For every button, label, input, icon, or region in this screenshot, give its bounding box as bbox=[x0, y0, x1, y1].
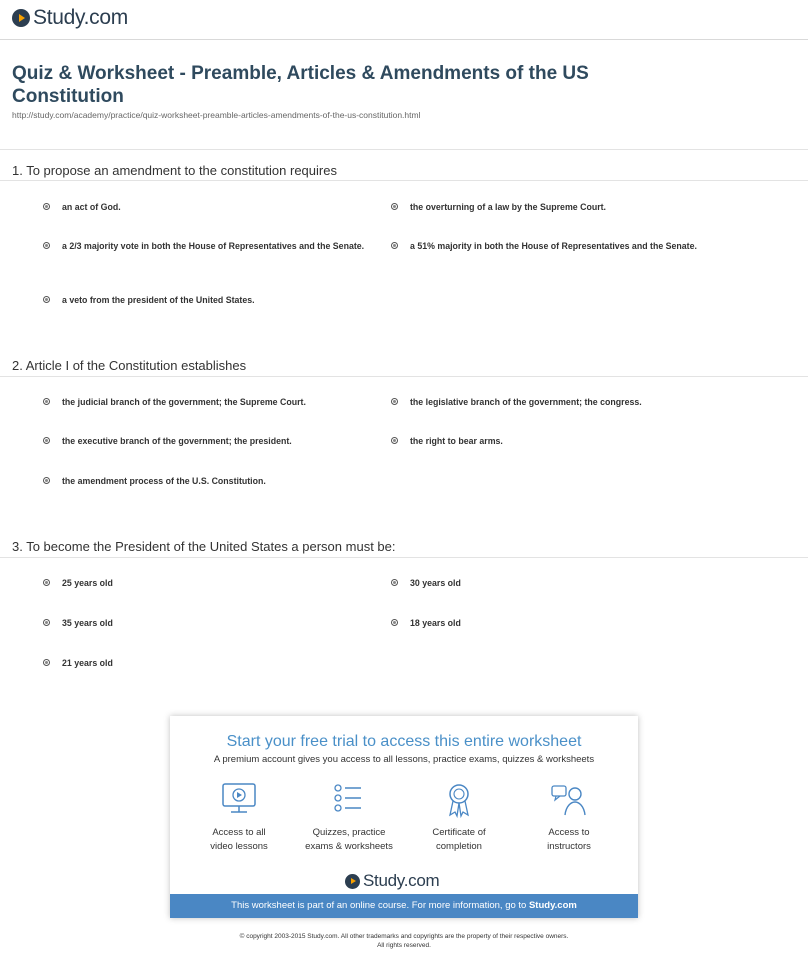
site-header bbox=[0, 0, 808, 40]
divider bbox=[0, 149, 808, 150]
question-2-option-c[interactable]: the executive branch of the government; the president. bbox=[43, 435, 373, 448]
radio-icon[interactable] bbox=[43, 477, 50, 484]
certificate-icon bbox=[439, 782, 479, 818]
radio-icon[interactable] bbox=[43, 296, 50, 303]
copyright-footer: © copyright 2003-2015 Study.com. All other trademarks and copyrights are the property of their respective owners. All rights reserved. bbox=[239, 933, 569, 949]
feature-instructors bbox=[514, 782, 624, 854]
radio-icon[interactable] bbox=[391, 437, 398, 444]
logo-text: Study.com bbox=[33, 6, 128, 29]
question-3-option-c[interactable]: 35 years old bbox=[43, 617, 373, 630]
play-logo-icon bbox=[12, 9, 30, 27]
question-2-option-e[interactable]: the amendment process of the U.S. Constitution. bbox=[43, 475, 373, 488]
question-2-option-a[interactable]: the judicial branch of the government; the Supreme Court. bbox=[43, 396, 373, 409]
promo-info-bar: This worksheet is part of an online course. For more information, go to Study.com bbox=[170, 894, 638, 918]
study-logo[interactable] bbox=[12, 6, 128, 30]
question-2-option-d[interactable]: the right to bear arms. bbox=[391, 435, 721, 448]
radio-icon[interactable] bbox=[391, 619, 398, 626]
feature-label: Quizzes, practice exams & worksheets bbox=[305, 827, 393, 852]
radio-icon[interactable] bbox=[43, 437, 50, 444]
play-logo-icon bbox=[345, 874, 360, 889]
radio-icon[interactable] bbox=[391, 579, 398, 586]
question-1-option-a[interactable]: an act of God. bbox=[43, 201, 373, 214]
quiz-list-icon bbox=[329, 782, 369, 818]
promo-subtitle: A premium account gives you access to all lessons, practice exams, quizzes & worksheets bbox=[213, 754, 595, 765]
radio-icon[interactable] bbox=[391, 242, 398, 249]
question-1-option-e[interactable]: a veto from the president of the United States. bbox=[43, 294, 373, 307]
divider bbox=[0, 557, 808, 558]
radio-icon[interactable] bbox=[391, 203, 398, 210]
question-3-option-a[interactable]: 25 years old bbox=[43, 577, 373, 590]
radio-icon[interactable] bbox=[43, 659, 50, 666]
question-1-text: 1. To propose an amendment to the constitution requires bbox=[12, 163, 337, 178]
question-1-option-b[interactable]: the overturning of a law by the Supreme Court. bbox=[391, 201, 721, 214]
radio-icon[interactable] bbox=[43, 242, 50, 249]
feature-certificate bbox=[404, 782, 514, 854]
question-3-text: 3. To become the President of the United States a person must be: bbox=[12, 539, 396, 554]
question-2-text: 2. Article I of the Constitution establishes bbox=[12, 358, 247, 373]
video-lessons-icon bbox=[219, 782, 259, 818]
promo-title[interactable]: Start your free trial to access this entire worksheet bbox=[226, 733, 582, 750]
question-3-option-b[interactable]: 30 years old bbox=[391, 577, 721, 590]
page-title: Quiz & Worksheet - Preamble, Articles & Amendments of the US Constitution bbox=[12, 63, 589, 107]
question-1-option-d[interactable]: a 51% majority in both the House of Representatives and the Senate. bbox=[391, 240, 721, 253]
promo-study-logo[interactable]: Study.com bbox=[345, 871, 439, 891]
question-3-option-e[interactable]: 21 years old bbox=[43, 657, 373, 670]
instructors-icon bbox=[549, 782, 589, 818]
question-2-option-b[interactable]: the legislative branch of the government; the congress. bbox=[391, 396, 721, 409]
page-url: http://study.com/academy/practice/quiz-worksheet-preamble-articles-amendments-of-the-us-constitution.html bbox=[12, 110, 421, 120]
radio-icon[interactable] bbox=[43, 579, 50, 586]
divider bbox=[0, 376, 808, 377]
study-link[interactable]: Study.com bbox=[528, 900, 577, 911]
radio-icon[interactable] bbox=[43, 398, 50, 405]
radio-icon[interactable] bbox=[43, 203, 50, 210]
feature-label: Access to instructors bbox=[547, 827, 591, 852]
question-3-option-d[interactable]: 18 years old bbox=[391, 617, 721, 630]
radio-icon[interactable] bbox=[43, 619, 50, 626]
divider bbox=[0, 180, 808, 181]
question-1-option-c[interactable]: a 2/3 majority vote in both the House of Representatives and the Senate. bbox=[43, 240, 373, 253]
feature-label: Certificate of completion bbox=[432, 827, 486, 852]
feature-label: Access to all video lessons bbox=[210, 827, 268, 852]
feature-quizzes bbox=[294, 782, 404, 854]
radio-icon[interactable] bbox=[391, 398, 398, 405]
free-trial-promo bbox=[170, 716, 638, 918]
feature-video-lessons bbox=[184, 782, 294, 854]
